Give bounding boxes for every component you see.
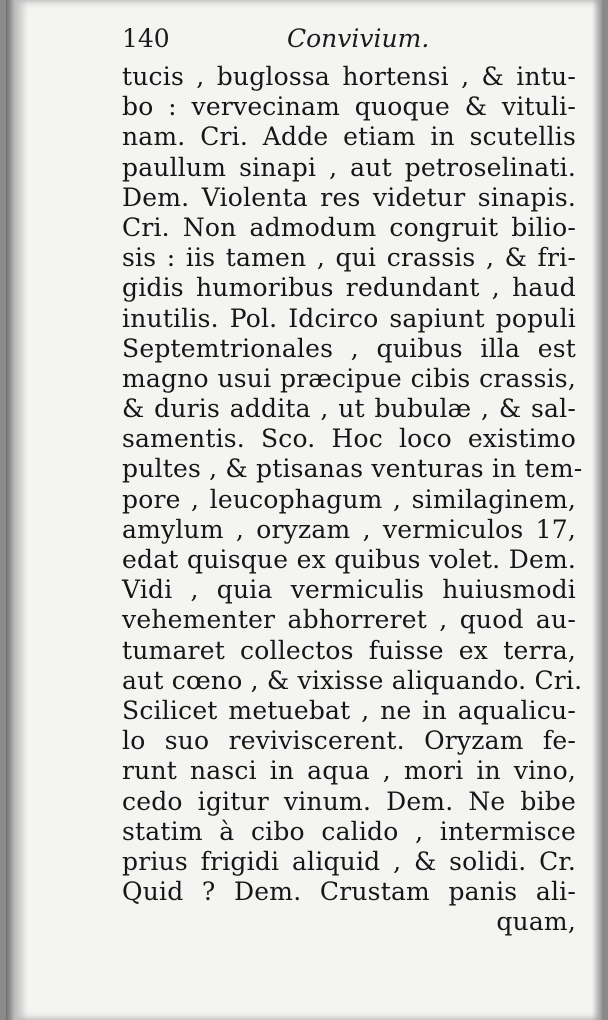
text-line: sis : iis tamen , qui crassis , & fri-: [122, 243, 576, 273]
text-line: statim à cibo calido , intermisce: [122, 816, 576, 846]
text-line: Septemtrionales , quibus illa est: [122, 333, 576, 363]
text-line: Vidi , quia vermiculis huiusmodi: [122, 575, 576, 605]
page-edge-shadow: [592, 0, 602, 1020]
page-number: 140: [122, 24, 170, 53]
text-line: prius frigidi aliquid , & solidi. Cr.: [122, 846, 576, 876]
text-line: inutilis. Pol. Idcirco sapiunt populi: [122, 303, 576, 333]
text-line: lo suo reviviscerent. Oryzam fe-: [122, 726, 576, 756]
text-line: nam. Cri. Adde etiam in scutellis: [122, 122, 576, 152]
page-gutter-shadow: [6, 0, 28, 1020]
text-line: vehementer abhorreret , quod au-: [122, 605, 576, 635]
text-line: gidis humoribus redundant , haud: [122, 273, 576, 303]
text-line: Quid ? Dem. Crustam panis ali-: [122, 877, 576, 907]
text-line: magno usui præcipue cibis crassis,: [122, 363, 576, 393]
text-line: paullum sinapi , aut petroselinati.: [122, 152, 576, 182]
book-page: [6, 0, 602, 1020]
text-line: amylum , oryzam , vermiculos 17,: [122, 514, 576, 544]
running-title: Convivium.: [287, 24, 430, 53]
text-line: edat quisque ex quibus volet. Dem.: [122, 545, 576, 574]
text-line: pultes , & ptisanas venturas in tem-: [122, 454, 583, 484]
text-line: aut cœno , & vixisse aliquando. Cri.: [122, 665, 583, 695]
text-line: cedo igitur vinum. Dem. Ne bibe: [122, 786, 576, 816]
text-line: Dem. Violenta res videtur sinapis.: [122, 182, 576, 212]
text-line: tucis , buglossa hortensi , & intu-: [122, 62, 576, 91]
text-body: [122, 62, 583, 937]
text-line: Cri. Non admodum congruit bilio-: [122, 212, 576, 242]
text-line: Scilicet metuebat , ne in aqualicu-: [122, 695, 576, 725]
text-line: tumaret collectos fuisse ex terra,: [122, 635, 576, 665]
text-line: & duris addita , ut bubulæ , & sal-: [122, 394, 576, 424]
text-line: bo : vervecinam quoque & vituli-: [122, 92, 576, 122]
catchword: quam,: [496, 907, 576, 937]
text-line: pore , leucophagum , similaginem,: [122, 484, 576, 514]
text-line: samentis. Sco. Hoc loco existimo: [122, 424, 576, 454]
text-line: runt nasci in aqua , mori in vino,: [122, 756, 576, 786]
page-header: [122, 24, 572, 58]
